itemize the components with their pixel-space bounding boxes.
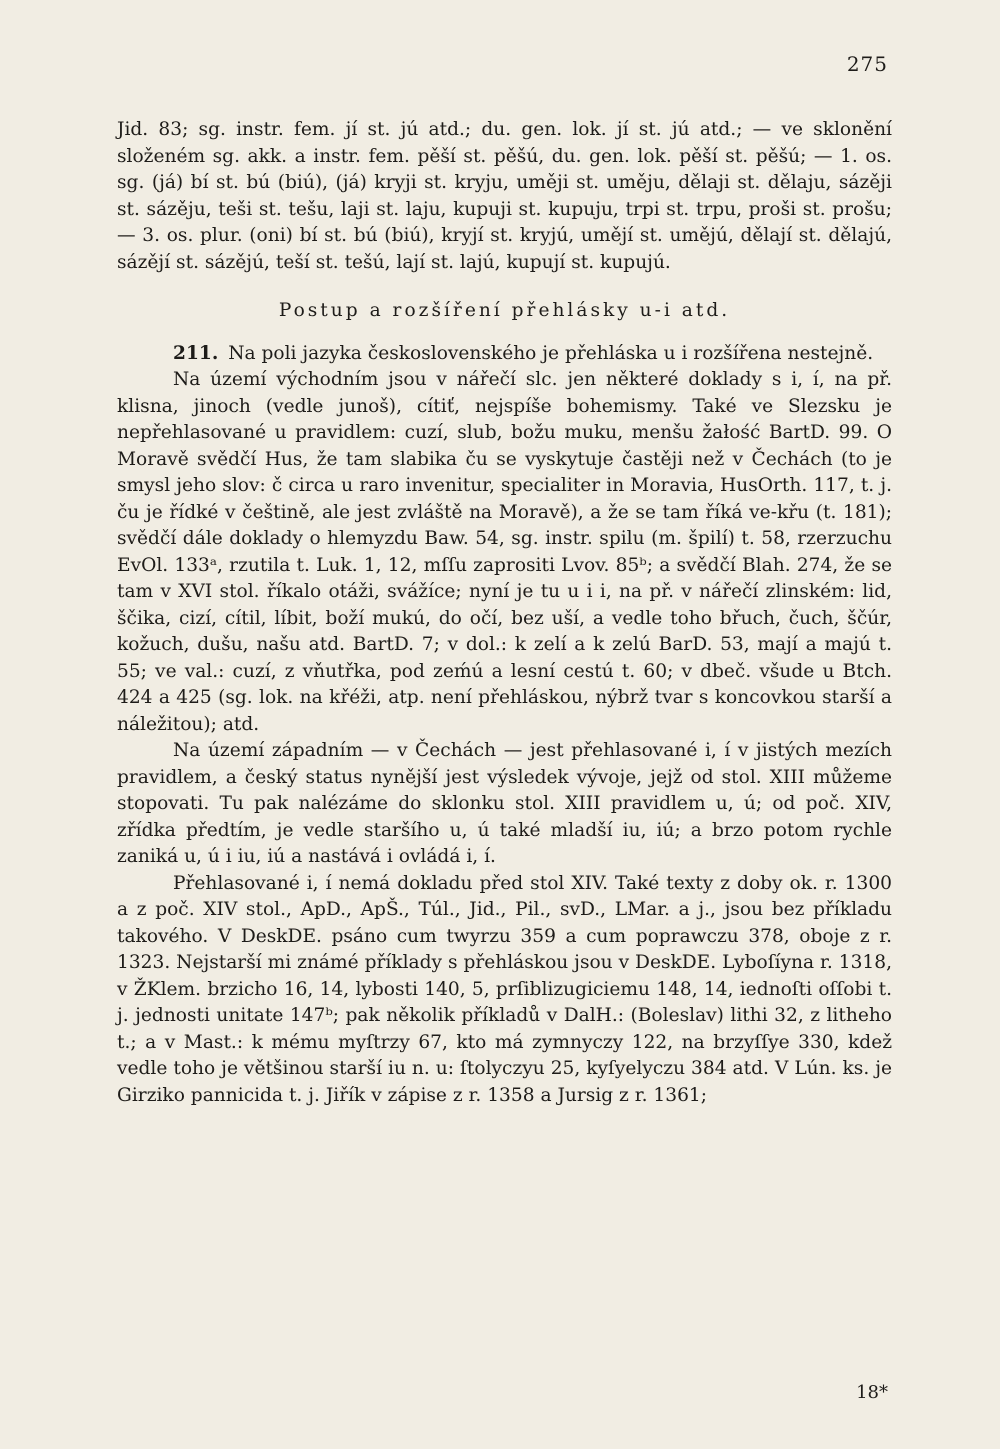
section-heading: Postup a rozšíření přehlásky u-i atd. <box>278 300 731 321</box>
paragraph-number: 211. <box>173 342 219 364</box>
paragraph-west: Na území západním — v Čechách — jest přehlasované i, í v jistých mezích pravidlem, a český status nynější jest výsledek vývoje, jejž od stol. XIII můžeme stopovati. Tu pak nalézáme do sklonku stol. XIII pravidlem u, ú; od poč. XIV, zřídka předtím, je vedle staršího u, ú také mladší iu, iú; a brzo potom rychle zaniká u, ú i iu, iú a nastává i ovládá i, í. <box>117 740 892 867</box>
signature-mark: 18* <box>856 1382 888 1403</box>
paragraph-211 <box>117 341 892 368</box>
paragraph-east: Na území východním jsou v nářečí slc. jen některé doklady s i, í, na př. klisna, jinoch (vedle junoš), cítiť, nejspíše bohemismy. Také ve Slezsku je nepřehlasované u pravidlem: cuzí, slub, božu muku, menšu žałość BartD. 99. O Moravě svědčí Hus, že tam slabika ču se vyskytuje častěji než v Čechách (to je smysl jeho slov: č circa u raro invenitur, specialiter in Moravia, HusOrth. 117, t. j. ču je řídké v češtině, ale jest zvláště na Moravě), a že se tam říká ve-křu (t. 181); svědčí dále doklady o hlemyzdu Baw. 54, sg. instr. spilu (m. špilí) t. 58, rzerzuchu EvOl. 133ᵃ, rzutila t. Luk. 1, 12, mſſu zaprositi Lvov. 85ᵇ; a svědčí Blah. 274, že se tam v XVI stol. říkalo otáži, svážíce; nyní je tu u i i, na př. v nářečí zlinském: lid, ščika, cizí, cítil, líbit, boží mukú, do očí, bez uší, a vedle toho břuch, čuch, ščúr, kožuch, dušu, našu atd. BartD. 7; v dol.: k zelí a k zelú BarD. 53, mají a majú t. 55; ve val.: cuzí, z vňutřka, pod zeḿú a lesní cestú t. 60; v dbeč. všude u Btch. 424 a 425 (sg. lok. na křéži, atp. není přehláskou, nýbrž tvar s koncovkou starší a náležitou); atd. <box>117 369 892 735</box>
paragraph-umlaut: Přehlasované i, í nemá dokladu před stol XIV. Také texty z doby ok. r. 1300 a z poč. XIV stol., ApD., ApŠ., Túl., Jid., Pil., svD., LMar. a j., jsou bez příkladu takového. V DeskDE. psáno cum twyrzu 359 a cum poprawczu 378, oboje z r. 1323. Nejstarší mi známé příklady s přehláskou jsou v DeskDE. Lyboſíyna r. 1318, v ŽKlem. brzicho 16, 14, lybosti 140, 5, prſiblizugiciemu 148, 14, iednoſti oſſobi t. j. jednosti unitate 147ᵇ; pak několik příkladů v DalH.: (Boleslav) lithi 32, z litheho t.; a v Mast.: k mému myſtrzy 67, kto má zymnyczy 122, na brzyſſye 330, kdež vedle toho je většinou starší iu n. u: ſtolyczyu 25, kyſyelyczu 384 atd. V Lún. ks. je Girziko pannicida t. j. Jiřík v zápise z r. 1358 a Jursig z r. 1361; <box>117 872 892 1106</box>
body-text <box>117 117 892 1109</box>
paragraph-211-text: Na poli jazyka československého je přehláska u i rozšířena nestejně. <box>228 342 874 364</box>
page-number: 275 <box>846 52 888 76</box>
paragraph-continuation: Jid. 83; sg. instr. fem. jí st. jú atd.; du. gen. lok. jí st. jú atd.; — ve sklonění složeném sg. akk. a instr. fem. pěší st. pěšú, du. gen. lok. pěší st. pěšú; — 1. os. sg. (já) bí st. bú (biú), (já) kryji st. kryju, uměji st. uměju, dělaji st. dělaju, sázěji st. sázěju, teši st. tešu, laji st. laju, kupuji st. kupuju, trpi st. trpu, proši st. prošu; — 3. os. plur. (oni) bí st. bú (biú), kryjí st. kryjú, umějí st. umějú, dělají st. dělajú, sázějí st. sázějú, teší st. tešú, lají st. lajú, kupují st. kupujú. <box>117 119 892 273</box>
